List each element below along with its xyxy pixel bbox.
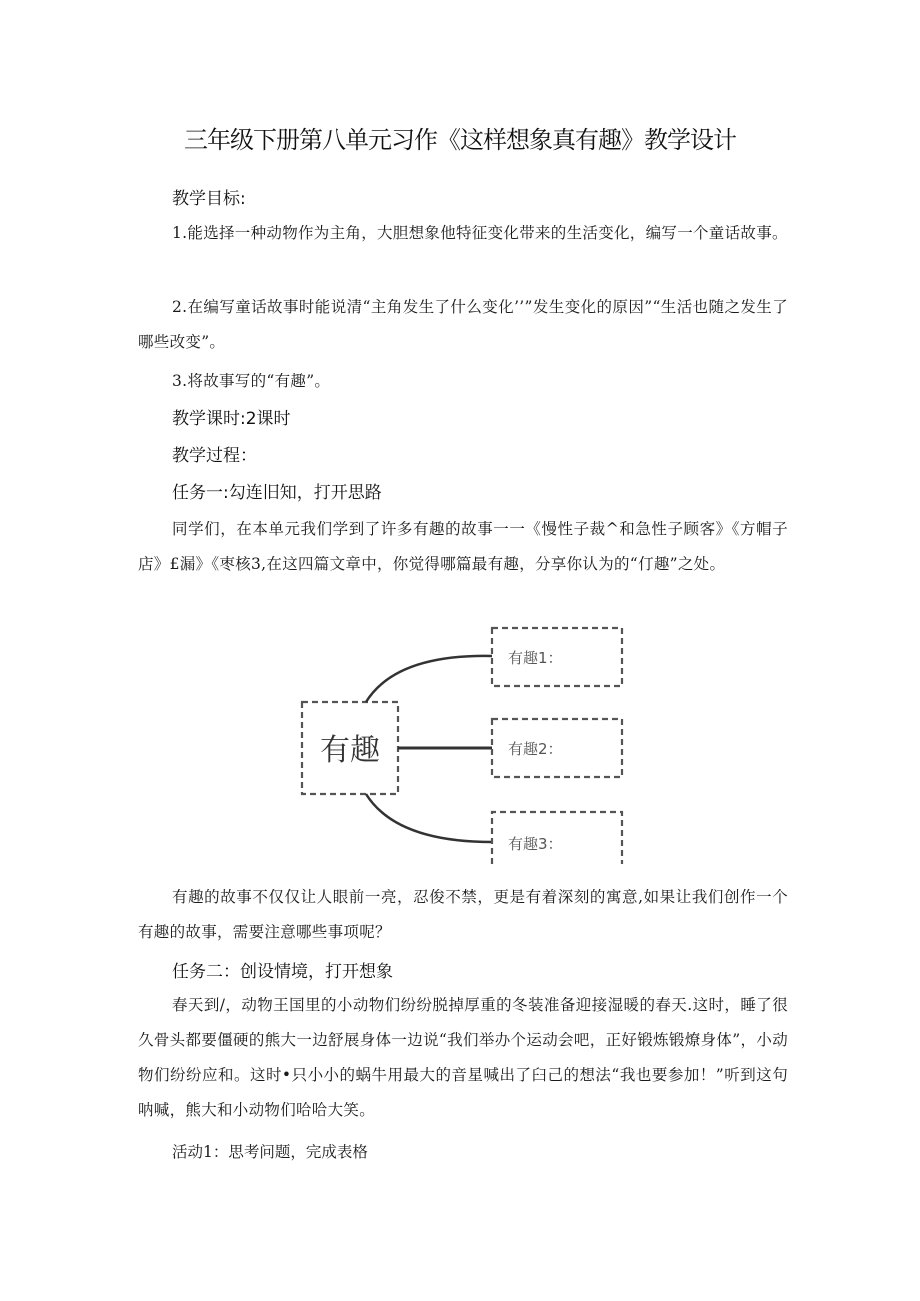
objective-item-1: 1.能选择一种动物作为主角，大胆想象他特征变化带来的生活变化，编写一个童话故事。	[172, 224, 788, 242]
task1-paragraph: 同学们，在本单元我们学到了许多有趣的故事一一《慢性子裁^和急性子顾客》《方帽子店》£漏》《枣核3,在这四篇文章中，你觉得哪篇最有趣，分享你认为的“仃趣”之处。	[138, 520, 788, 573]
objective-item-2: 2.在编写童话故事时能说清“主角发生了什么变化’’”发生变化的原因”“生活也随之发生了哪些改变”。	[138, 298, 788, 351]
class-hours: 教学课时:2课时	[172, 409, 291, 429]
document-title: 三年级下册第八单元习作《这样想象真有趣》教学设计	[184, 126, 736, 154]
center-label: 有趣	[320, 733, 380, 768]
objectives-heading: 教学目标:	[172, 189, 246, 209]
objective-item-3: 3.将故事写的“有趣”。	[172, 372, 331, 390]
transition-paragraph: 有趣的故事不仅仅让人眼前一亮，忍俊不禁，更是有着深刻的寓意,如果让我们创作一个有趣的故事，需要注意哪些事项呢？	[138, 888, 788, 941]
task2-paragraph: 春天到/，动物王国里的小动物们纷纷脱掉厚重的冬装准备迎接湿暖的春天.这时，睡了很久骨头都要僵硬的熊大一边舒展身体一边说“我们举办个运动会吧，正好锻炼锻燎身体”，小动物们纷纷应和。这时•只小小的蜗牛用最大的音星喊出了臼己的想法“我也要参加！”听到这句呐喊，熊大和小动物们哈哈大笑。	[138, 996, 788, 1119]
task1-heading: 任务一:勾连旧知，打开思路	[172, 483, 382, 503]
task2-heading: 任务二：创设情境，打开想象	[172, 962, 393, 982]
connector-line-1	[366, 656, 492, 702]
interest-mindmap-diagram	[296, 624, 636, 874]
interest-box-2-label: 有趣2：	[508, 740, 563, 758]
interest-box-1-label: 有趣1：	[508, 649, 563, 667]
connector-line-3	[366, 794, 492, 842]
process-heading: 教学过程：	[172, 446, 257, 466]
activity1-label: 活动1：思考问题，完成表格	[172, 1143, 368, 1161]
interest-box-3-label: 有趣3：	[508, 835, 563, 853]
